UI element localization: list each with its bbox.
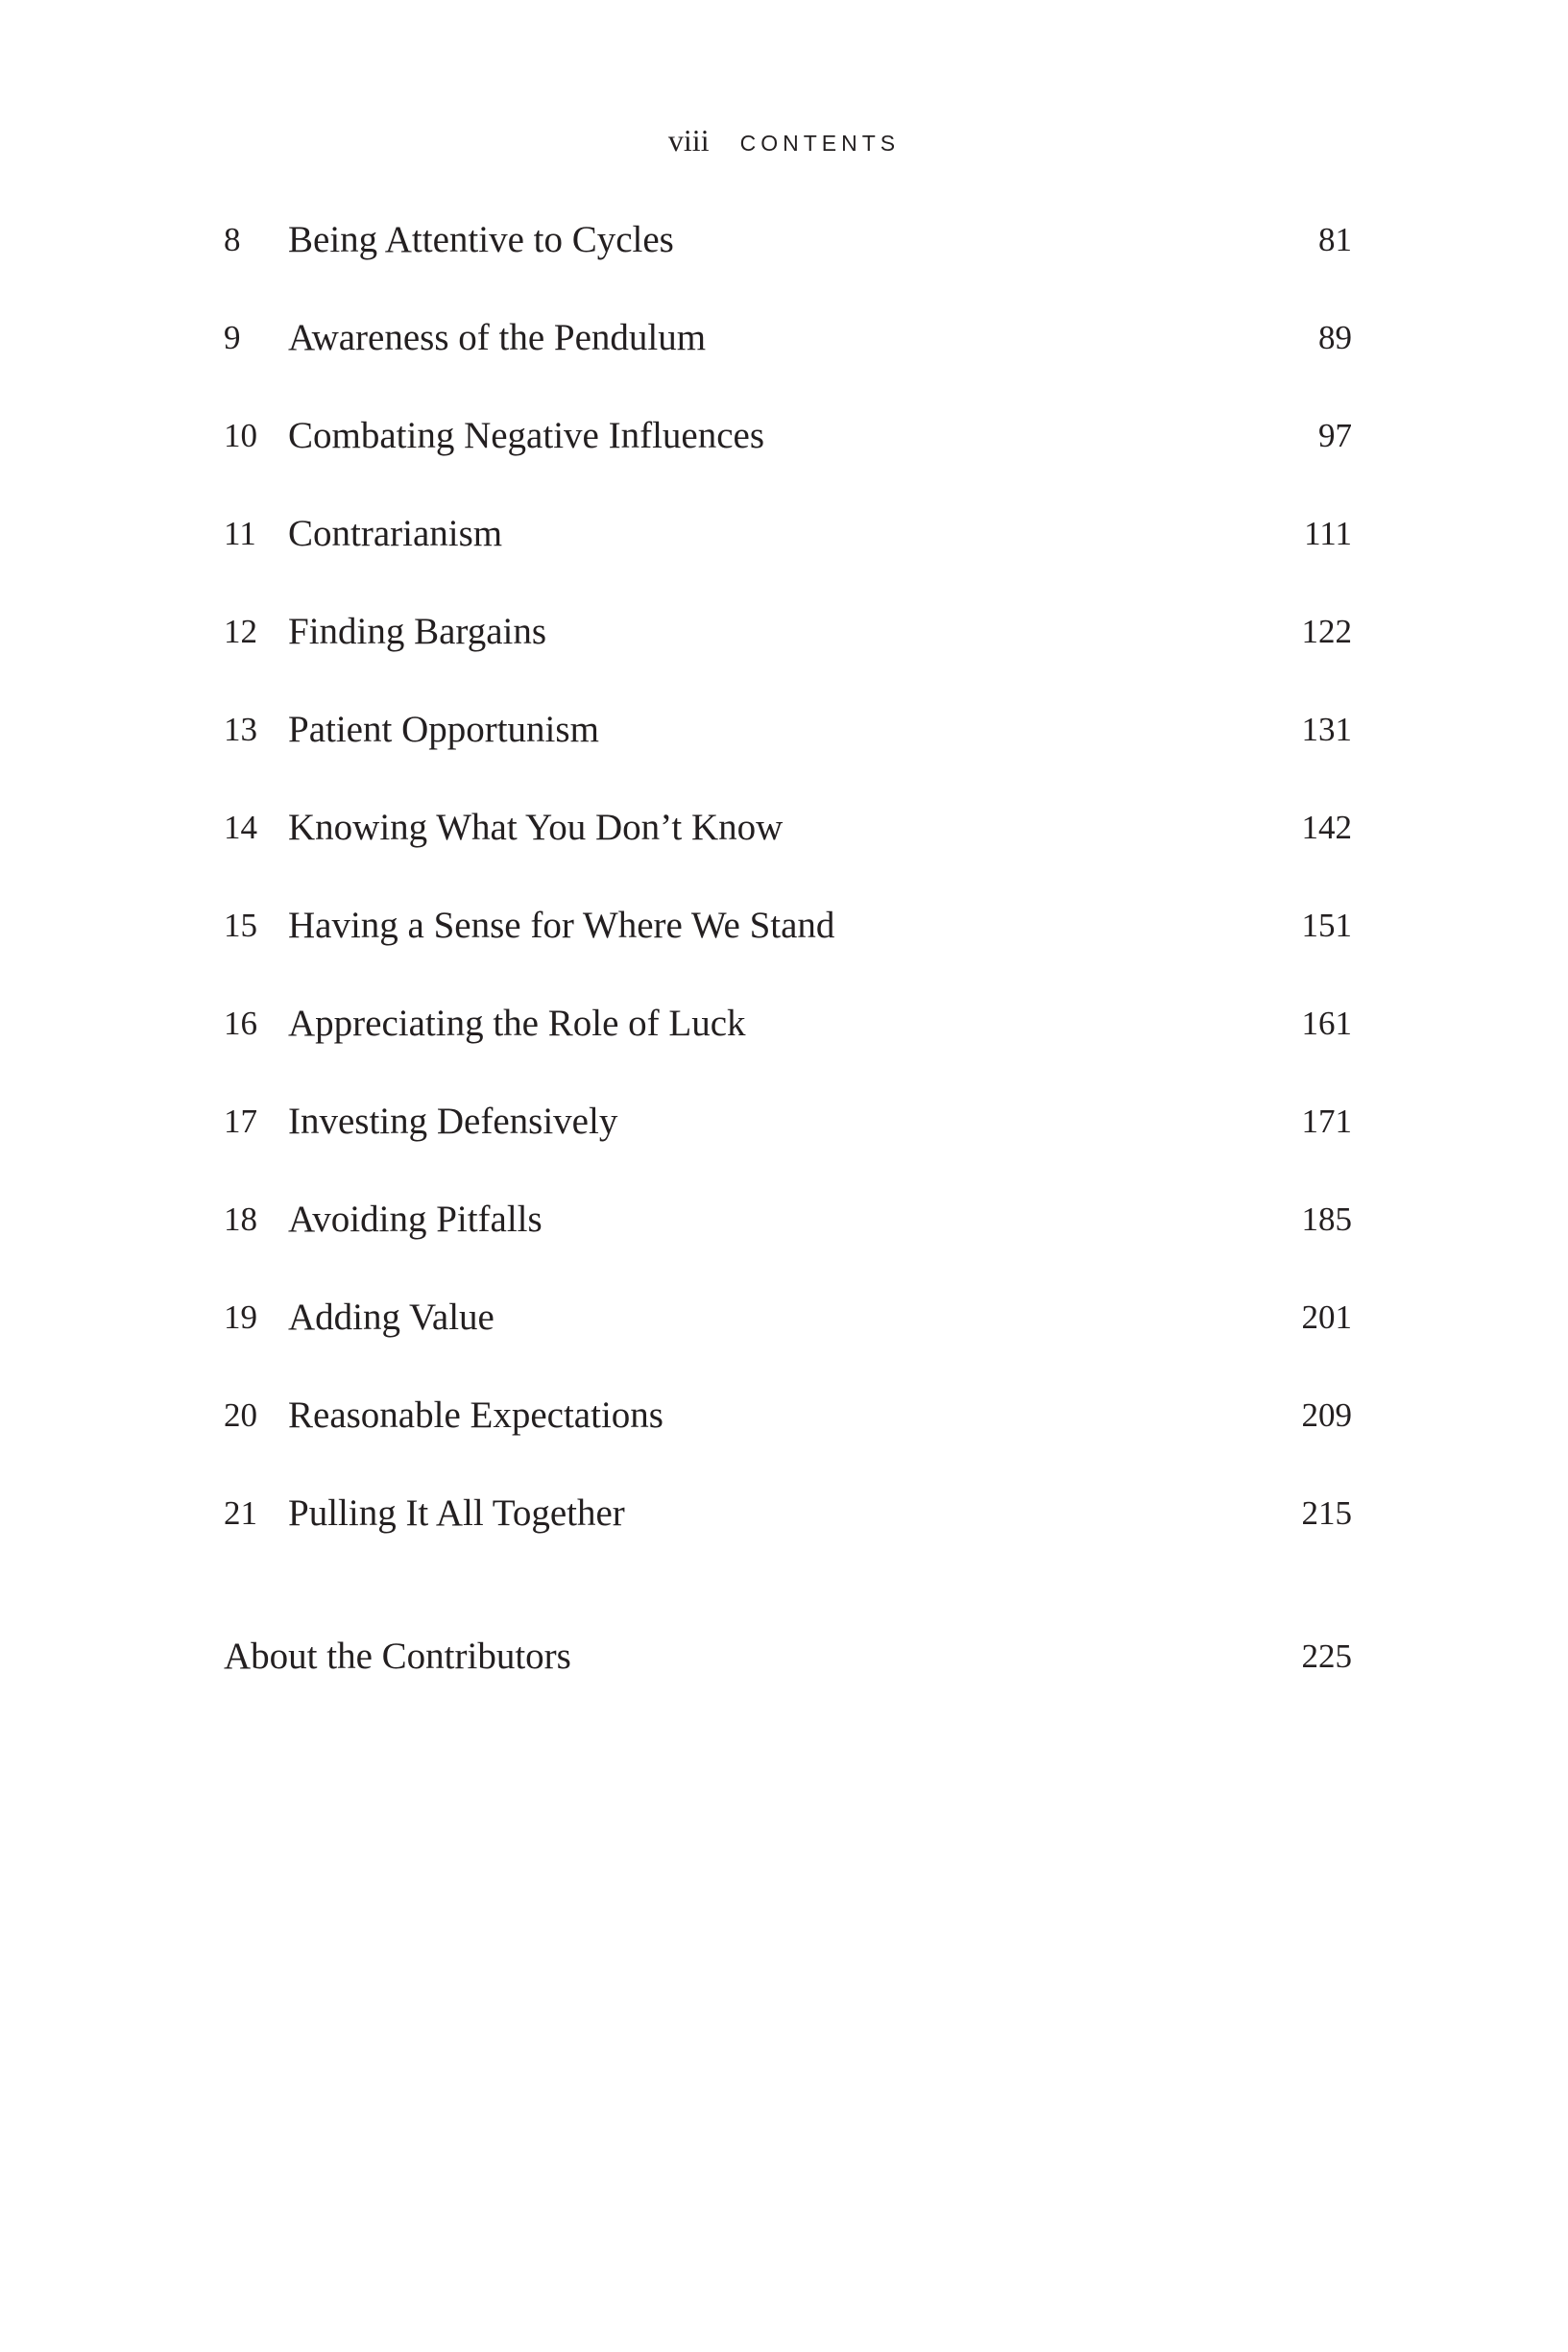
chapter-number: 21 (224, 1494, 257, 1532)
toc-entry (224, 407, 1352, 505)
page-number: 122 (1301, 613, 1352, 650)
chapter-title: Combating Negative Influences (288, 415, 765, 456)
toc-entry (224, 309, 1352, 407)
chapter-number: 8 (224, 221, 241, 258)
chapter-title: Contrarianism (288, 513, 503, 554)
chapter-title: Appreciating the Role of Luck (288, 1003, 746, 1044)
page-number: 215 (1301, 1494, 1352, 1532)
page-folio: viii (667, 123, 710, 158)
page-number: 171 (1301, 1103, 1352, 1140)
page-number: 151 (1301, 907, 1352, 944)
chapter-title: Pulling It All Together (288, 1492, 625, 1534)
toc-entry (224, 1289, 1352, 1387)
page-number: 201 (1301, 1298, 1352, 1336)
chapter-number: 11 (224, 515, 256, 552)
page-number: 97 (1318, 417, 1352, 454)
toc-entry (224, 1191, 1352, 1289)
chapter-title: Adding Value (288, 1297, 495, 1338)
chapter-number: 18 (224, 1200, 257, 1238)
toc-entry (224, 1093, 1352, 1191)
toc-back-matter-entry (224, 1628, 1352, 1685)
chapter-title: Patient Opportunism (288, 709, 599, 750)
running-head-section: CONTENTS (739, 131, 901, 156)
chapter-number: 14 (224, 809, 257, 846)
page-number: 81 (1318, 221, 1352, 258)
chapter-title: Awareness of the Pendulum (288, 317, 707, 358)
page-number: 209 (1301, 1396, 1352, 1434)
page-number: 185 (1301, 1200, 1352, 1238)
chapter-title: Having a Sense for Where We Stand (288, 905, 835, 946)
page-number: 89 (1318, 319, 1352, 356)
chapter-title: Finding Bargains (288, 611, 547, 652)
chapter-number: 13 (224, 711, 257, 748)
chapter-title: Reasonable Expectations (288, 1394, 663, 1436)
toc-entry (224, 995, 1352, 1093)
chapter-number: 15 (224, 907, 257, 944)
toc-entry (224, 799, 1352, 897)
chapter-title: Being Attentive to Cycles (288, 219, 674, 260)
back-matter-title: About the Contributors (224, 1636, 571, 1677)
chapter-title: Knowing What You Don’t Know (288, 807, 784, 848)
page-number: 161 (1301, 1005, 1352, 1042)
page-number: 225 (1301, 1637, 1352, 1675)
chapter-number: 17 (224, 1103, 257, 1140)
page-number: 131 (1301, 711, 1352, 748)
table-of-contents (224, 211, 1352, 1583)
toc-entry (224, 1485, 1352, 1583)
toc-entry (224, 701, 1352, 799)
toc-entry (224, 897, 1352, 995)
chapter-number: 19 (224, 1298, 257, 1336)
chapter-title: Investing Defensively (288, 1101, 618, 1142)
chapter-title: Avoiding Pitfalls (288, 1199, 543, 1240)
chapter-number: 20 (224, 1396, 257, 1434)
toc-entry (224, 211, 1352, 309)
chapter-number: 16 (224, 1005, 257, 1042)
page-number: 111 (1304, 515, 1352, 552)
chapter-number: 9 (224, 319, 241, 356)
running-head (0, 123, 1568, 158)
chapter-number: 10 (224, 417, 257, 454)
toc-entry (224, 1387, 1352, 1485)
toc-entry (224, 603, 1352, 701)
page-number: 142 (1301, 809, 1352, 846)
toc-entry (224, 505, 1352, 603)
chapter-number: 12 (224, 613, 257, 650)
